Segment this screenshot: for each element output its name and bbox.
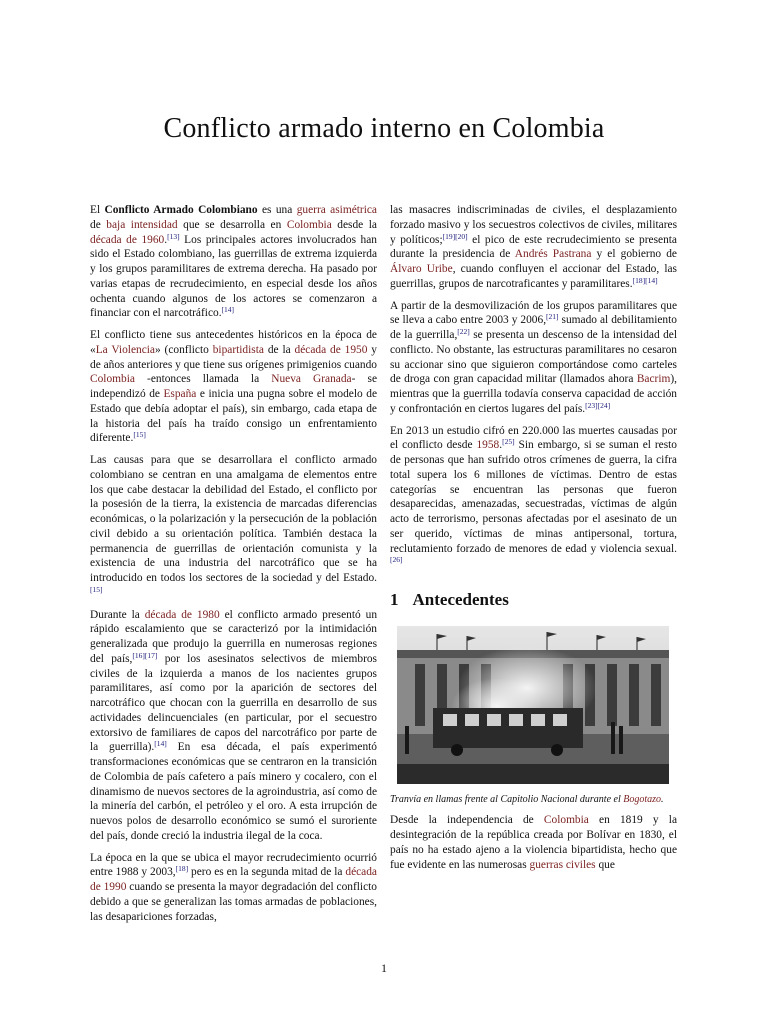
citation-22[interactable]: [22]: [457, 327, 470, 336]
article-subject: Conflicto Armado Colombiano: [104, 204, 258, 216]
citation-15[interactable]: [15]: [90, 584, 103, 594]
paragraph-masacres: las masacres indiscriminadas de civiles, el desplazamiento forzado masivo y los secuestros colectivos de civiles, militares y políticos;[19][20] el pico de este recrudecimiento se presenta durante la presidencia de Andrés Pastrana y el gobierno de Álvaro Uribe, cuando confluyen el accionar del Estado, las guerrillas, grupos de narcotraficantes y paramilitares.[18][14]: [390, 204, 677, 290]
link-decada-1990[interactable]: década de 1990: [90, 866, 377, 893]
left-column: [90, 203, 377, 931]
section-title: Antecedentes: [412, 590, 509, 609]
link-bacrim[interactable]: Bacrim: [636, 373, 671, 386]
link-alvaro-uribe[interactable]: Álvaro Uribe: [390, 263, 453, 275]
citation-23-24[interactable]: [23][24]: [585, 400, 611, 410]
paragraph-independencia: Desde la independencia de Colombia en 1819 y la desintegración de la república creada por Bolívar en 1830, el país no ha estado ajeno a la violencia bipartidista, hecho que fue evidente en las numerosas guerras civiles que: [390, 814, 678, 871]
page-number: 1: [381, 961, 387, 975]
right-column: [390, 203, 677, 879]
link-decada-1960[interactable]: década de 1960: [90, 233, 165, 246]
citation-18[interactable]: [18]: [175, 864, 189, 874]
link-la-violencia[interactable]: La Violencia: [95, 343, 155, 356]
link-bogotazo[interactable]: Bogotazo: [623, 793, 662, 805]
page-title: Conflicto armado interno en Colombia: [163, 113, 605, 144]
citation-14[interactable]: [14]: [221, 305, 235, 315]
link-colombia[interactable]: Colombia: [286, 218, 332, 231]
citation-18-14[interactable]: [18][14]: [632, 275, 658, 285]
citation-19-20[interactable]: [19][20]: [442, 231, 468, 241]
paragraph-desmovilizacion: A partir de la desmovilización de los grupos paramilitares que se lleva a cabo entre 2003 y 2006,[21] sumado al debilitamiento de la guerrilla,[22] se presenta un descenso de la intensidad del conflicto. No obstante, las estructuras paramilitares no cesaron su accionar sino que siguieron comportándose como carteles de droga con gran capacidad militar (llamados ahora Bacrim), mientras que la guerrilla todavía conserva capacidad de acción y confrontación en ciertos lugares del país.[23][24]: [390, 299, 677, 415]
link-guerra-asimetrica[interactable]: guerra asimétrica: [296, 204, 377, 216]
citation-25[interactable]: [25]: [502, 437, 515, 447]
link-nueva-granada[interactable]: Nueva Granada: [271, 373, 352, 386]
citation-15[interactable]: [15]: [133, 430, 146, 440]
bogotazo-photo: [397, 626, 669, 784]
citation-21[interactable]: [21]: [546, 312, 559, 322]
citation-16-17[interactable]: [16][17]: [132, 650, 158, 660]
link-colombia[interactable]: Colombia: [543, 814, 589, 827]
link-andres-pastrana[interactable]: Andrés Pastrana: [514, 248, 592, 261]
link-espana[interactable]: España: [163, 388, 197, 400]
link-guerras-civiles[interactable]: guerras civiles: [529, 858, 596, 871]
paragraph-recrudecimiento: La época en la que se ubica el mayor recrudecimiento ocurrió entre 1988 y 2003,[18] pero es en la segunda mitad de la década de 1990 cuando se presenta la mayor degradación del conflicto debido a que se generalizan las tomas armadas de poblaciones, las desapariciones forzadas,: [90, 851, 377, 923]
photo-caption: Tranvía en llamas frente al Capitolio Nacional durante el Bogotazo.: [390, 793, 664, 805]
citation-14[interactable]: [14]: [154, 739, 167, 749]
link-decada-1980[interactable]: década de 1980: [144, 608, 220, 621]
section-heading-antecedentes: [390, 590, 677, 609]
intro-paragraph: El Conflicto Armado Colombiano es una guerra asimétrica de baja intensidad que se desarrolla en Colombia desde la década de 1960.[13] Los principales actores involucrados han sido el Estado colombiano, las guerrillas de extrema izquierda y los grupos paramilitares de extrema derecha. Ha pasado por varias etapas de recrudecimiento, en especial desde los años ochenta cuando algunos de los actores se comenzaron a financiar con el narcotráfico.[14]: [90, 204, 377, 320]
paragraph-causas: Las causas para que se desarrollara el conflicto armado colombiano se centran en una amalgama de elementos entre los que cabe destacar la debilidad del Estado, el conflicto por la posesión de la tierra, la existencia de marcadas diferencias económicas, o la polarización y la persecución de la población civil debido a su orientación política. También destaca la permanencia de guerrillas de orientación comunista y la existencia de una industria del narcotráfico que se ha introducido en todos los sectores de la sociedad y del Estado.[15]: [90, 454, 377, 594]
link-decada-1950[interactable]: década de 1950: [294, 343, 368, 356]
paragraph-victimas: En 2013 un estudio cifró en 220.000 las muertes causadas por el conflicto desde 1958.[25] Sin embargo, si se suman el resto de personas que han sufrido otros crímenes de guerra, la cifra total supera los 6 millones de víctimas. Dentro de estas categorías se encuentran las personas que fueron desaparecidas, amenazadas, secuestradas, víctimas de algún acto de terrorismo, personas afectadas por el asesinato de un ser querido, víctimas de minas antipersonal, tortura, reclutamiento forzado de menores de edad y violencia sexual.[26]: [390, 424, 678, 565]
link-colombia[interactable]: Colombia: [90, 373, 135, 386]
section-number: 1: [390, 590, 399, 609]
link-1958[interactable]: 1958: [476, 439, 500, 452]
paragraph-antecedentes-historicos: El conflicto tiene sus antecedentes históricos en la época de «La Violencia» (conflicto bipartidista de la década de 1950 y de años anteriores y que tiene sus orígenes primigenios cuando Colombia -entonces llamada la Nueva Granada- se independizó de España e inicia una pugna sobre el modelo de Estado que debía adoptar el país), sin embargo, cada etapa de la historia del país ha traído consigo un enfrentamiento diferente.[15]: [90, 329, 378, 445]
citation-13[interactable]: [13]: [167, 231, 180, 241]
citation-26[interactable]: [26]: [390, 555, 403, 565]
link-bipartidista[interactable]: bipartidista: [212, 343, 264, 356]
paragraph-decada-1980: Durante la década de 1980 el conflicto armado presentó un rápido escalamiento que se caracterizó por la intimidación generalizada que produjo la guerrilla en numerosas regiones del país,[16][17] por los asesinatos selectivos de miembros civiles de la izquierda a manos de los nacientes grupos paramilitares, así como por la aparición de sectores del narcotráfico que chocan con la guerrilla en desarrollo de sus actividades delincuenciales (en particular, por el secuestro extorsivo de familiares de capos del narcotráfico por parte de la guerrilla).[14] En esa década, el país experimentó transformaciones económicas que se centraron en la transición de Colombia de país cafetero a país minero y cocalero, con el dinamismo de nuevos sectores de la agroindustria, así como de la minería del carbón, el petróleo y el oro. A esta irrupción de nuevos polos de desarrollo económico se sumó el suroriente del país, donde creció la industria ilegal de la coca.: [90, 608, 378, 842]
link-baja-intensidad[interactable]: baja intensidad: [106, 218, 178, 231]
